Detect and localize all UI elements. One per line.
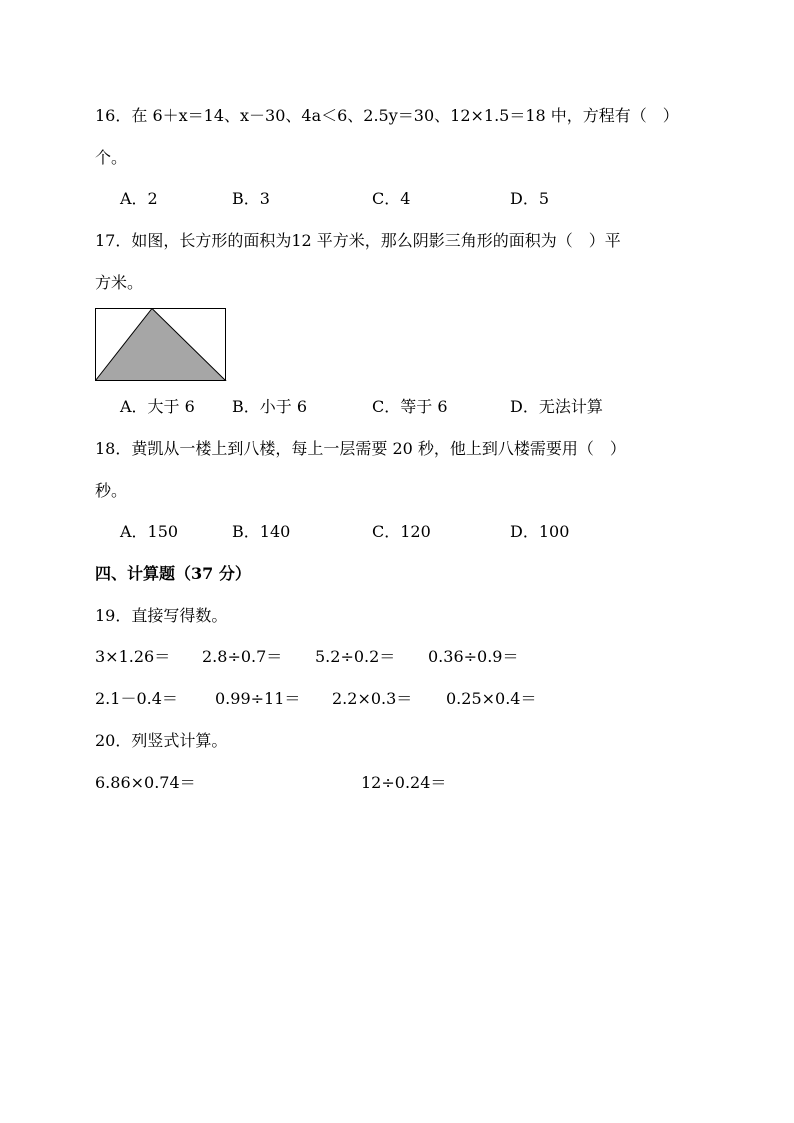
q17-option-b: B．小于 6 <box>232 397 308 416</box>
q17-stem-line1: 17．如图，长方形的面积为12 平方米，那么阴影三角形的面积为（ ）平 <box>95 231 621 250</box>
q19-item-1: 3×1.26＝ <box>95 647 171 666</box>
q16-option-d: D．5 <box>510 189 550 208</box>
q16-option-a: A．2 <box>120 189 158 208</box>
q17-option-d: D．无法计算 <box>510 397 603 416</box>
q17-stem-line2: 方米。 <box>95 273 144 292</box>
rectangle-triangle-figure <box>95 308 227 382</box>
q18-option-b: B．140 <box>232 522 291 541</box>
q20-item-2: 12÷0.24＝ <box>361 773 447 792</box>
q19-item-2: 2.8÷0.7＝ <box>202 647 283 666</box>
q18-stem-line2: 秒。 <box>95 481 128 500</box>
q18-option-d: D．100 <box>510 522 570 541</box>
q16-option-b: B．3 <box>232 189 270 208</box>
q16-stem-line2: 个。 <box>95 148 128 167</box>
q18-stem-line1: 18．黄凯从一楼上到八楼，每上一层需要 20 秒，他上到八楼需要用（ ） <box>95 439 626 458</box>
q19-title: 19．直接写得数。 <box>95 606 228 625</box>
q16-stem-line1: 16．在 6＋x＝14、x－30、4a＜6、2.5y＝30、12×1.5＝18 中，方程有（ ） <box>95 106 679 125</box>
q19-item-8: 0.25×0.4＝ <box>446 689 537 708</box>
q17-option-c: C．等于 6 <box>372 397 448 416</box>
q19-item-3: 5.2÷0.2＝ <box>315 647 396 666</box>
q20-item-1: 6.86×0.74＝ <box>95 773 196 792</box>
q19-item-4: 0.36÷0.9＝ <box>428 647 519 666</box>
q19-item-6: 0.99÷11＝ <box>215 689 301 708</box>
q16-option-c: C．4 <box>372 189 411 208</box>
section-4-title: 四、计算题（37 分） <box>95 564 251 583</box>
q20-title: 20．列竖式计算。 <box>95 731 228 750</box>
q19-item-5: 2.1－0.4＝ <box>95 689 178 708</box>
q18-option-a: A．150 <box>120 522 179 541</box>
q19-item-7: 2.2×0.3＝ <box>332 689 413 708</box>
q18-option-c: C．120 <box>372 522 431 541</box>
q17-option-a: A．大于 6 <box>120 397 195 416</box>
